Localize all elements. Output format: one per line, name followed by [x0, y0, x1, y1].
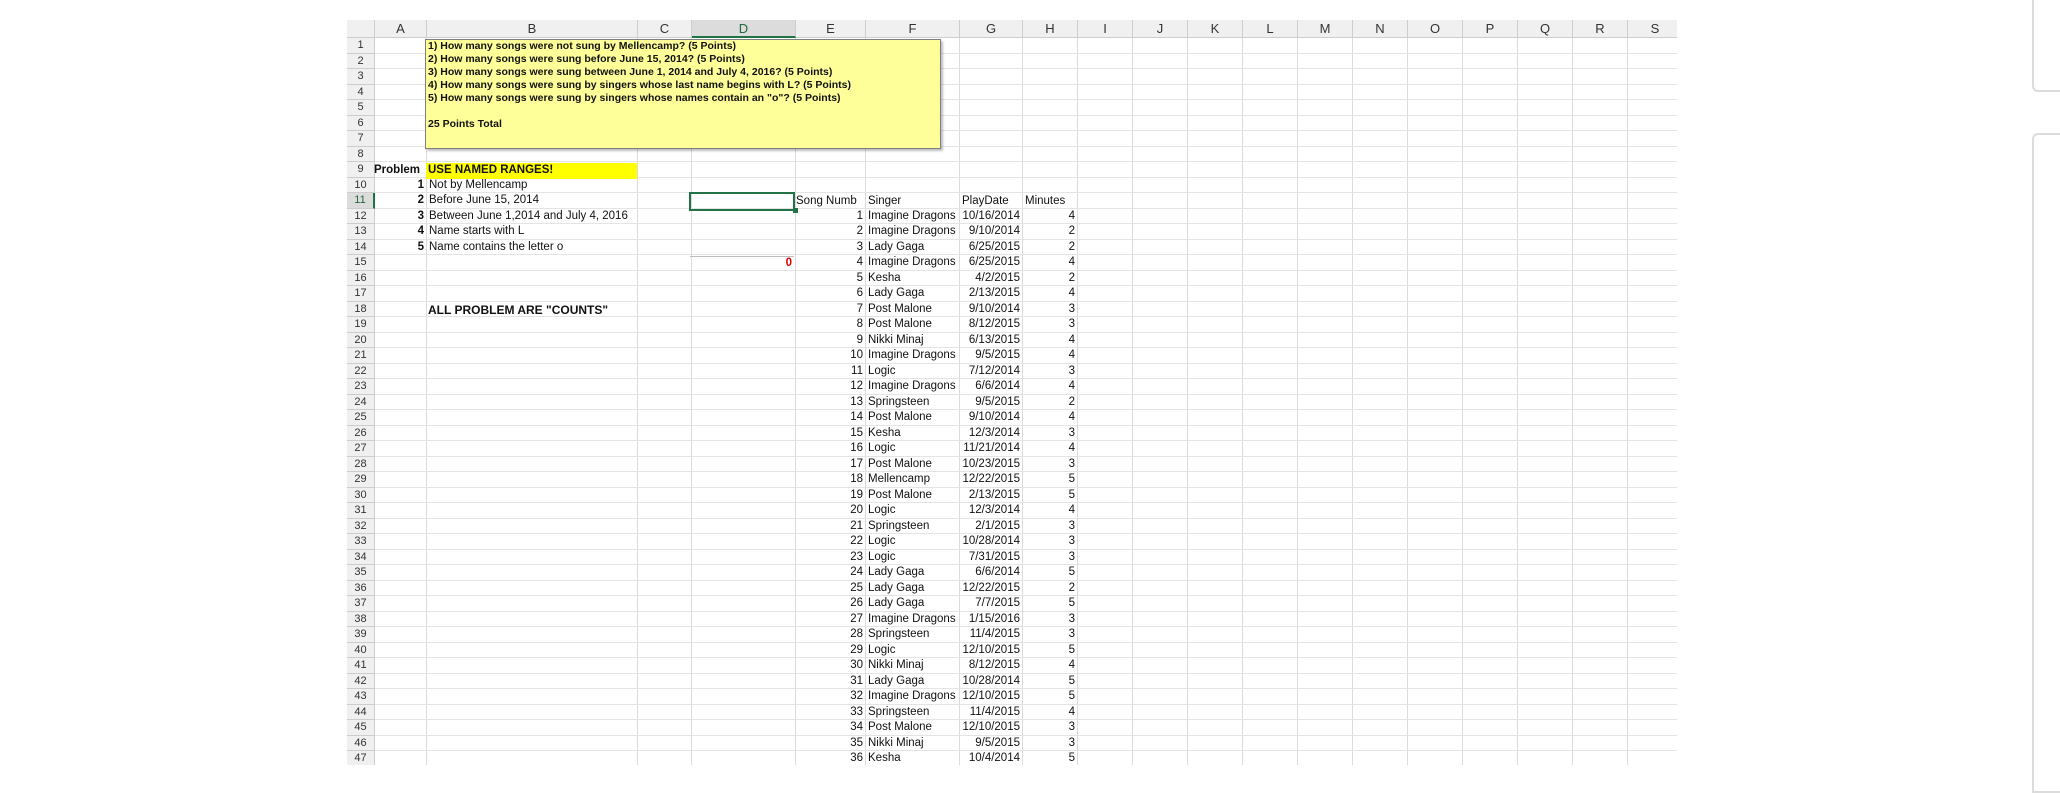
song-singer[interactable]: Imagine Dragons [868, 380, 956, 392]
row-header-13[interactable]: 13 [347, 224, 375, 240]
song-singer[interactable]: Logic [868, 442, 896, 454]
row-header-3[interactable]: 3 [347, 69, 375, 85]
song-singer[interactable]: Lady Gaga [868, 240, 925, 253]
song-minutes[interactable]: 5 [1068, 566, 1075, 578]
song-singer[interactable]: Kesha [868, 426, 901, 439]
song-minutes[interactable]: 3 [1068, 318, 1075, 330]
row-header-9[interactable]: 9 [347, 162, 375, 178]
header-singer[interactable]: Singer [868, 195, 902, 207]
song-minutes[interactable]: 5 [1068, 597, 1075, 609]
song-minutes[interactable]: 4 [1068, 504, 1075, 516]
song-singer[interactable]: Post Malone [868, 457, 932, 470]
header-playdate[interactable]: PlayDate [962, 195, 1009, 207]
row-header-25[interactable]: 25 [347, 410, 375, 426]
song-playdate[interactable]: 10/16/2014 [962, 209, 1020, 222]
column-header-M[interactable]: M [1298, 20, 1353, 38]
row-header-44[interactable]: 44 [347, 705, 375, 721]
row-header-7[interactable]: 7 [347, 131, 375, 147]
song-singer[interactable]: Lady Gaga [868, 581, 925, 594]
song-minutes[interactable]: 3 [1068, 628, 1075, 640]
note-line-5: 5) How many songs were sung by singers whose names contain an "o"? (5 Points) [428, 92, 841, 104]
row-header-16[interactable]: 16 [347, 271, 375, 287]
song-minutes[interactable]: 3 [1068, 457, 1075, 470]
column-header-F[interactable]: F [866, 20, 960, 38]
row-header-39[interactable]: 39 [347, 627, 375, 643]
song-playdate[interactable]: 12/22/2015 [962, 581, 1020, 594]
song-singer[interactable]: Imagine Dragons [868, 349, 956, 361]
column-header-Q[interactable]: Q [1518, 20, 1573, 38]
row-header-6[interactable]: 6 [347, 116, 375, 132]
column-header-L[interactable]: L [1243, 20, 1298, 38]
song-number[interactable]: 35 [850, 736, 863, 749]
column-header-H[interactable]: H [1023, 20, 1078, 38]
song-minutes[interactable]: 5 [1068, 752, 1075, 764]
note-line-3: 3) How many songs were sung between June 1, 2014 and July 4, 2016? (5 Points) [428, 66, 833, 78]
row-header-28[interactable]: 28 [347, 457, 375, 473]
song-singer[interactable]: Mellencamp [868, 473, 930, 485]
song-singer[interactable]: Logic [868, 643, 896, 656]
song-playdate[interactable]: 6/6/2014 [975, 566, 1020, 578]
note-line-1: 1) How many songs were not sung by Mellencamp? (5 Points) [428, 40, 737, 52]
song-minutes[interactable]: 4 [1068, 349, 1075, 361]
song-singer[interactable]: Nikki Minaj [868, 736, 924, 749]
footnote-cell[interactable]: ALL PROBLEM ARE "COUNTS" [428, 303, 609, 317]
note-total: 25 Points Total [428, 118, 502, 130]
song-minutes[interactable]: 3 [1068, 550, 1075, 563]
song-number[interactable]: 23 [850, 550, 863, 563]
song-playdate[interactable]: 9/10/2014 [968, 302, 1020, 315]
song-singer[interactable]: Logic [868, 364, 896, 377]
song-minutes[interactable]: 5 [1068, 674, 1075, 687]
problem-number[interactable]: 1 [417, 178, 424, 191]
row-header-31[interactable]: 31 [347, 503, 375, 519]
song-minutes[interactable]: 3 [1068, 535, 1075, 547]
song-playdate[interactable]: 11/21/2014 [963, 442, 1020, 454]
problem-description[interactable]: Between June 1,2014 and July 4, 2016 [429, 209, 628, 222]
song-number[interactable]: 26 [850, 597, 863, 609]
song-minutes[interactable]: 2 [1068, 271, 1075, 284]
song-number[interactable]: 34 [850, 721, 863, 733]
song-singer[interactable]: Post Malone [868, 488, 932, 501]
song-singer[interactable]: Imagine Dragons [868, 612, 956, 625]
song-playdate[interactable]: 2/13/2015 [968, 287, 1020, 299]
song-singer[interactable]: Kesha [868, 271, 901, 284]
song-number[interactable]: 6 [856, 287, 863, 299]
song-number[interactable]: 19 [850, 488, 863, 501]
song-playdate[interactable]: 8/12/2015 [968, 659, 1020, 671]
song-minutes[interactable]: 3 [1068, 519, 1075, 532]
song-minutes[interactable]: 5 [1068, 473, 1075, 485]
song-playdate[interactable]: 8/12/2015 [968, 318, 1020, 330]
column-header-E[interactable]: E [796, 20, 866, 38]
row-header-19[interactable]: 19 [347, 317, 375, 333]
song-number[interactable]: 25 [850, 581, 863, 594]
song-singer[interactable]: Lady Gaga [868, 597, 925, 609]
song-singer[interactable]: Imagine Dragons [868, 690, 956, 702]
row-header-38[interactable]: 38 [347, 612, 375, 628]
column-header-A[interactable]: A [375, 20, 427, 38]
column-gridline [1242, 38, 1243, 765]
song-singer[interactable]: Nikki Minaj [868, 659, 924, 671]
row-header-14[interactable]: 14 [347, 240, 375, 256]
song-playdate[interactable]: 12/10/2015 [962, 690, 1020, 702]
header-minutes[interactable]: Minutes [1025, 195, 1066, 207]
song-playdate[interactable]: 6/13/2015 [968, 333, 1020, 346]
song-minutes[interactable]: 3 [1068, 612, 1075, 625]
song-singer[interactable]: Post Malone [868, 411, 932, 423]
problem-description[interactable]: Name starts with L [429, 225, 525, 237]
song-number[interactable]: 29 [850, 643, 863, 656]
song-number[interactable]: 8 [856, 318, 863, 330]
row-header-20[interactable]: 20 [347, 333, 375, 349]
song-minutes[interactable]: 4 [1068, 442, 1075, 454]
row-header-47[interactable]: 47 [347, 751, 375, 765]
song-playdate[interactable]: 12/3/2014 [968, 426, 1020, 439]
column-header-R[interactable]: R [1573, 20, 1628, 38]
problem-description[interactable]: Name contains the letter o [429, 240, 564, 253]
row-header-24[interactable]: 24 [347, 395, 375, 411]
problem-header[interactable]: Problem [374, 164, 421, 176]
song-playdate[interactable]: 4/2/2015 [975, 271, 1020, 284]
song-singer[interactable]: Nikki Minaj [868, 333, 924, 346]
row-header-32[interactable]: 32 [347, 519, 375, 535]
song-number[interactable]: 21 [850, 519, 863, 532]
column-header-J[interactable]: J [1133, 20, 1188, 38]
row-header-15[interactable]: 15 [347, 255, 375, 271]
song-minutes[interactable]: 4 [1068, 333, 1075, 346]
song-minutes[interactable]: 4 [1068, 287, 1075, 299]
song-playdate[interactable]: 9/5/2015 [975, 395, 1020, 408]
song-minutes[interactable]: 3 [1068, 736, 1075, 749]
song-playdate[interactable]: 9/10/2014 [968, 411, 1020, 423]
song-number[interactable]: 9 [856, 333, 863, 346]
song-playdate[interactable]: 11/4/2015 [969, 628, 1020, 640]
song-singer[interactable]: Logic [868, 550, 896, 563]
row-header-36[interactable]: 36 [347, 581, 375, 597]
column-header-I[interactable]: I [1078, 20, 1133, 38]
song-number[interactable]: 31 [850, 674, 863, 687]
song-singer[interactable]: Springsteen [868, 705, 930, 718]
song-minutes[interactable]: 3 [1068, 302, 1075, 315]
song-minutes[interactable]: 5 [1068, 488, 1075, 501]
column-gridline [1627, 38, 1628, 765]
instructions-note[interactable] [425, 39, 941, 149]
row-header-21[interactable]: 21 [347, 348, 375, 364]
column-gridline [1352, 38, 1353, 765]
note-line-2: 2) How many songs were sung before June 15, 2014? (5 Points) [428, 53, 745, 65]
row-header-8[interactable]: 8 [347, 147, 375, 163]
song-number[interactable]: 16 [850, 442, 863, 454]
song-playdate[interactable]: 12/10/2015 [962, 721, 1020, 733]
song-number[interactable]: 2 [856, 225, 863, 237]
song-playdate[interactable]: 10/23/2015 [962, 457, 1020, 470]
row-header-2[interactable]: 2 [347, 54, 375, 70]
row-header-29[interactable]: 29 [347, 472, 375, 488]
song-singer[interactable]: Lady Gaga [868, 566, 925, 578]
song-number[interactable]: 3 [856, 240, 863, 253]
column-gridline [1297, 38, 1298, 765]
song-playdate[interactable]: 9/10/2014 [968, 225, 1020, 237]
song-number[interactable]: 14 [850, 411, 863, 423]
row-header-18[interactable]: 18 [347, 302, 375, 318]
song-singer[interactable]: Imagine Dragons [868, 225, 956, 237]
song-singer[interactable]: Springsteen [868, 395, 930, 408]
row-header-5[interactable]: 5 [347, 100, 375, 116]
song-minutes[interactable]: 4 [1068, 380, 1075, 392]
song-singer[interactable]: Imagine Dragons [868, 256, 956, 268]
song-number[interactable]: 24 [850, 566, 863, 578]
song-minutes[interactable]: 4 [1068, 705, 1075, 718]
song-singer[interactable]: Kesha [868, 752, 901, 764]
column-header-K[interactable]: K [1188, 20, 1243, 38]
column-header-B[interactable]: B [427, 20, 638, 38]
column-header-P[interactable]: P [1463, 20, 1518, 38]
song-singer[interactable]: Logic [868, 535, 896, 547]
song-number[interactable]: 10 [850, 349, 863, 361]
row-gridline [375, 161, 1677, 162]
problem-number[interactable]: 5 [417, 240, 424, 253]
row-header-10[interactable]: 10 [347, 178, 375, 194]
song-minutes[interactable]: 4 [1068, 256, 1075, 268]
song-singer[interactable]: Lady Gaga [868, 287, 925, 299]
side-panel-edge-bottom [2032, 133, 2060, 793]
row-header-26[interactable]: 26 [347, 426, 375, 442]
song-number[interactable]: 33 [850, 705, 863, 718]
song-minutes[interactable]: 5 [1068, 643, 1075, 656]
row-header-22[interactable]: 22 [347, 364, 375, 380]
song-minutes[interactable]: 5 [1068, 690, 1075, 702]
row-header-27[interactable]: 27 [347, 441, 375, 457]
song-playdate[interactable]: 6/25/2015 [968, 240, 1020, 253]
song-number[interactable]: 15 [850, 426, 863, 439]
column-gridline [1462, 38, 1463, 765]
song-playdate[interactable]: 9/5/2015 [975, 349, 1020, 361]
song-number[interactable]: 27 [850, 612, 863, 625]
song-playdate[interactable]: 6/6/2014 [975, 380, 1020, 392]
song-playdate[interactable]: 7/31/2015 [968, 550, 1020, 563]
song-singer[interactable]: Imagine Dragons [868, 209, 956, 222]
column-header-D[interactable]: D [692, 20, 796, 38]
song-singer[interactable]: Post Malone [868, 721, 932, 733]
instruction-cell[interactable]: USE NAMED RANGES! [426, 163, 637, 179]
select-all-corner[interactable] [347, 20, 375, 38]
song-number[interactable]: 12 [850, 380, 863, 392]
column-gridline [1132, 38, 1133, 765]
song-minutes[interactable]: 2 [1068, 581, 1075, 594]
song-singer[interactable]: Logic [868, 504, 896, 516]
column-header-N[interactable]: N [1353, 20, 1408, 38]
song-minutes[interactable]: 3 [1068, 426, 1075, 439]
song-number[interactable]: 5 [856, 271, 863, 284]
column-gridline [1077, 38, 1078, 765]
song-minutes[interactable]: 3 [1068, 721, 1075, 733]
row-header-40[interactable]: 40 [347, 643, 375, 659]
song-singer[interactable]: Post Malone [868, 318, 932, 330]
column-gridline [1517, 38, 1518, 765]
row-header-45[interactable]: 45 [347, 720, 375, 736]
song-playdate[interactable]: 12/3/2014 [968, 504, 1020, 516]
spreadsheet-grid[interactable] [347, 20, 1677, 765]
row-header-17[interactable]: 17 [347, 286, 375, 302]
song-minutes[interactable]: 4 [1068, 659, 1075, 671]
song-playdate[interactable]: 10/4/2014 [968, 752, 1020, 764]
song-number[interactable]: 28 [850, 628, 863, 640]
song-minutes[interactable]: 2 [1068, 225, 1075, 237]
row-header-35[interactable]: 35 [347, 565, 375, 581]
problem-number[interactable]: 4 [417, 225, 424, 237]
row-header-46[interactable]: 46 [347, 736, 375, 752]
problem-description[interactable]: Before June 15, 2014 [429, 194, 539, 206]
song-singer[interactable]: Lady Gaga [868, 674, 925, 687]
song-playdate[interactable]: 12/22/2015 [962, 473, 1020, 485]
song-number[interactable]: 1 [856, 209, 863, 222]
row-header-37[interactable]: 37 [347, 596, 375, 612]
song-playdate[interactable]: 11/4/2015 [969, 705, 1020, 718]
song-playdate[interactable]: 12/10/2015 [962, 643, 1020, 656]
column-header-O[interactable]: O [1408, 20, 1463, 38]
song-playdate[interactable]: 2/13/2015 [968, 488, 1020, 501]
song-number[interactable]: 36 [850, 752, 863, 764]
song-minutes[interactable]: 2 [1068, 240, 1075, 253]
row-header-33[interactable]: 33 [347, 534, 375, 550]
song-singer[interactable]: Post Malone [868, 302, 932, 315]
song-minutes[interactable]: 3 [1068, 364, 1075, 377]
song-number[interactable]: 30 [850, 659, 863, 671]
row-header-43[interactable]: 43 [347, 689, 375, 705]
song-number[interactable]: 17 [850, 457, 863, 470]
song-number[interactable]: 22 [850, 535, 863, 547]
row-header-30[interactable]: 30 [347, 488, 375, 504]
column-header-S[interactable]: S [1628, 20, 1677, 38]
song-playdate[interactable]: 7/7/2015 [975, 597, 1020, 609]
song-playdate[interactable]: 9/5/2015 [975, 736, 1020, 749]
problem-description[interactable]: Not by Mellencamp [429, 178, 528, 191]
song-number[interactable]: 13 [850, 395, 863, 408]
song-minutes[interactable]: 4 [1068, 209, 1075, 222]
column-gridline [1407, 38, 1408, 765]
song-playdate[interactable]: 7/12/2014 [968, 364, 1020, 377]
song-playdate[interactable]: 10/28/2014 [962, 674, 1020, 687]
row-header-1[interactable]: 1 [347, 38, 375, 54]
song-number[interactable]: 20 [850, 504, 863, 516]
side-panel-edge-top [2032, 0, 2060, 92]
song-playdate[interactable]: 10/28/2014 [962, 535, 1020, 547]
row-header-34[interactable]: 34 [347, 550, 375, 566]
row-header-41[interactable]: 41 [347, 658, 375, 674]
column-gridline [1572, 38, 1573, 765]
note-line-4: 4) How many songs were sung by singers whose last name begins with L? (5 Points) [428, 79, 851, 91]
song-playdate[interactable]: 1/15/2016 [968, 612, 1020, 625]
result-value[interactable]: 0 [785, 257, 792, 269]
column-header-C[interactable]: C [638, 20, 692, 38]
song-number[interactable]: 7 [856, 302, 863, 315]
song-singer[interactable]: Springsteen [868, 628, 930, 640]
row-header-42[interactable]: 42 [347, 674, 375, 690]
song-singer[interactable]: Springsteen [868, 519, 930, 532]
song-minutes[interactable]: 4 [1068, 411, 1075, 423]
song-number[interactable]: 4 [856, 256, 863, 268]
song-minutes[interactable]: 2 [1068, 395, 1075, 408]
song-number[interactable]: 32 [850, 690, 863, 702]
row-header-23[interactable]: 23 [347, 379, 375, 395]
column-header-G[interactable]: G [960, 20, 1023, 38]
column-gridline [1187, 38, 1188, 765]
row-header-11[interactable]: 11 [347, 193, 375, 209]
problem-number[interactable]: 2 [417, 194, 424, 206]
selected-cell-D11[interactable] [689, 192, 795, 211]
song-number[interactable]: 18 [850, 473, 863, 485]
problem-number[interactable]: 3 [417, 209, 424, 222]
song-playdate[interactable]: 2/1/2015 [975, 519, 1020, 532]
row-header-12[interactable]: 12 [347, 209, 375, 225]
row-header-4[interactable]: 4 [347, 85, 375, 101]
song-playdate[interactable]: 6/25/2015 [968, 256, 1020, 268]
song-number[interactable]: 11 [851, 364, 863, 377]
header-song-number[interactable]: Song Numb [796, 195, 857, 207]
